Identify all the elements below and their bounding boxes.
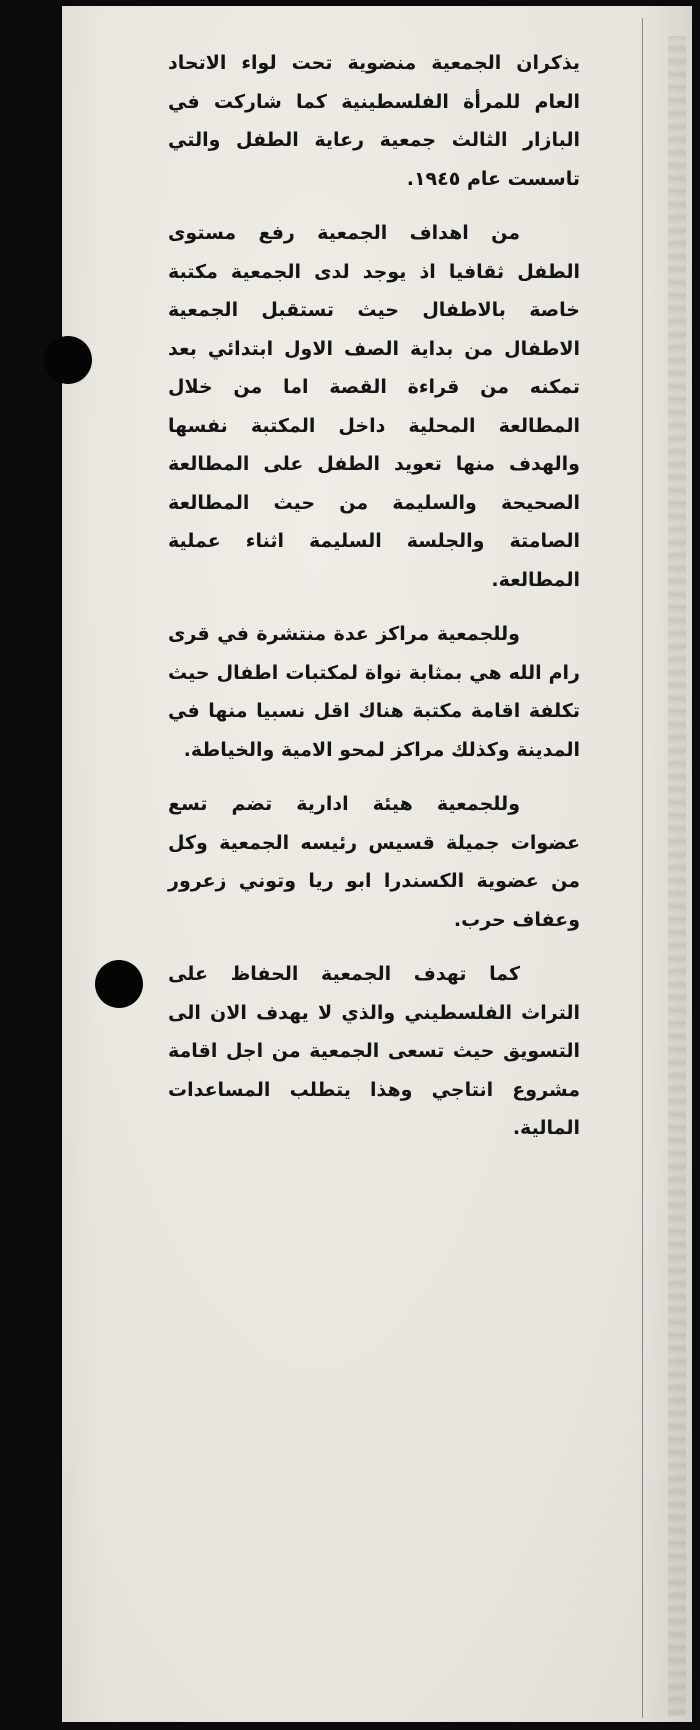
column-rule bbox=[642, 18, 643, 1718]
punch-hole-bottom bbox=[95, 960, 143, 1008]
article-paragraph-5: كما تهدف الجمعية الحفاظ على التراث الفلسطيني والذي لا يهدف الان الى التسويق حيث تسعى الجمعية من اجل اقامة مشروع انتاجي وهذا يتطلب المساعدات المالية. bbox=[168, 963, 580, 1139]
torn-paper-edge bbox=[668, 36, 686, 1716]
article-paragraph-4: وللجمعية هيئة ادارية تضم تسع عضوات جميلة قسيس رئيسه الجمعية وكل من عضوية الكسندرا ابو ريا وتوني زعرور وعفاف حرب. bbox=[168, 793, 580, 931]
punch-hole-top bbox=[44, 336, 92, 384]
article-paragraph-2: من اهداف الجمعية رفع مستوى الطفل ثقافيا اذ يوجد لدى الجمعية مكتبة خاصة بالاطفال حيث تستقبل الجمعية الاطفال من بداية الصف الاول ابتدائي بعد تمكنه من قراءة القصة اما من خلال المطالعة المحلية داخل المكتبة نفسها والهدف منها تعويد الطفل على المطالعة الصحيحة والسليمة من حيث المطالعة الصامتة والجلسة السليمة اثناء عملية المطالعة. bbox=[168, 222, 580, 591]
article-paragraph-1: يذكران الجمعية منضوية تحت لواء الاتحاد العام للمرأة الفلسطينية كما شاركت في البازار الثالث جمعية رعاية الطفل والتي تاسست عام ١٩٤٥. bbox=[168, 52, 580, 190]
article-body bbox=[168, 44, 580, 1164]
article-paragraph-3: وللجمعية مراكز عدة منتشرة في قرى رام الله هي بمثابة نواة لمكتبات اطفال حيث تكلفة اقامة مكتبة هناك اقل نسبيا منها في المدينة وكذلك مراكز لمحو الامية والخياطة. bbox=[168, 623, 580, 761]
